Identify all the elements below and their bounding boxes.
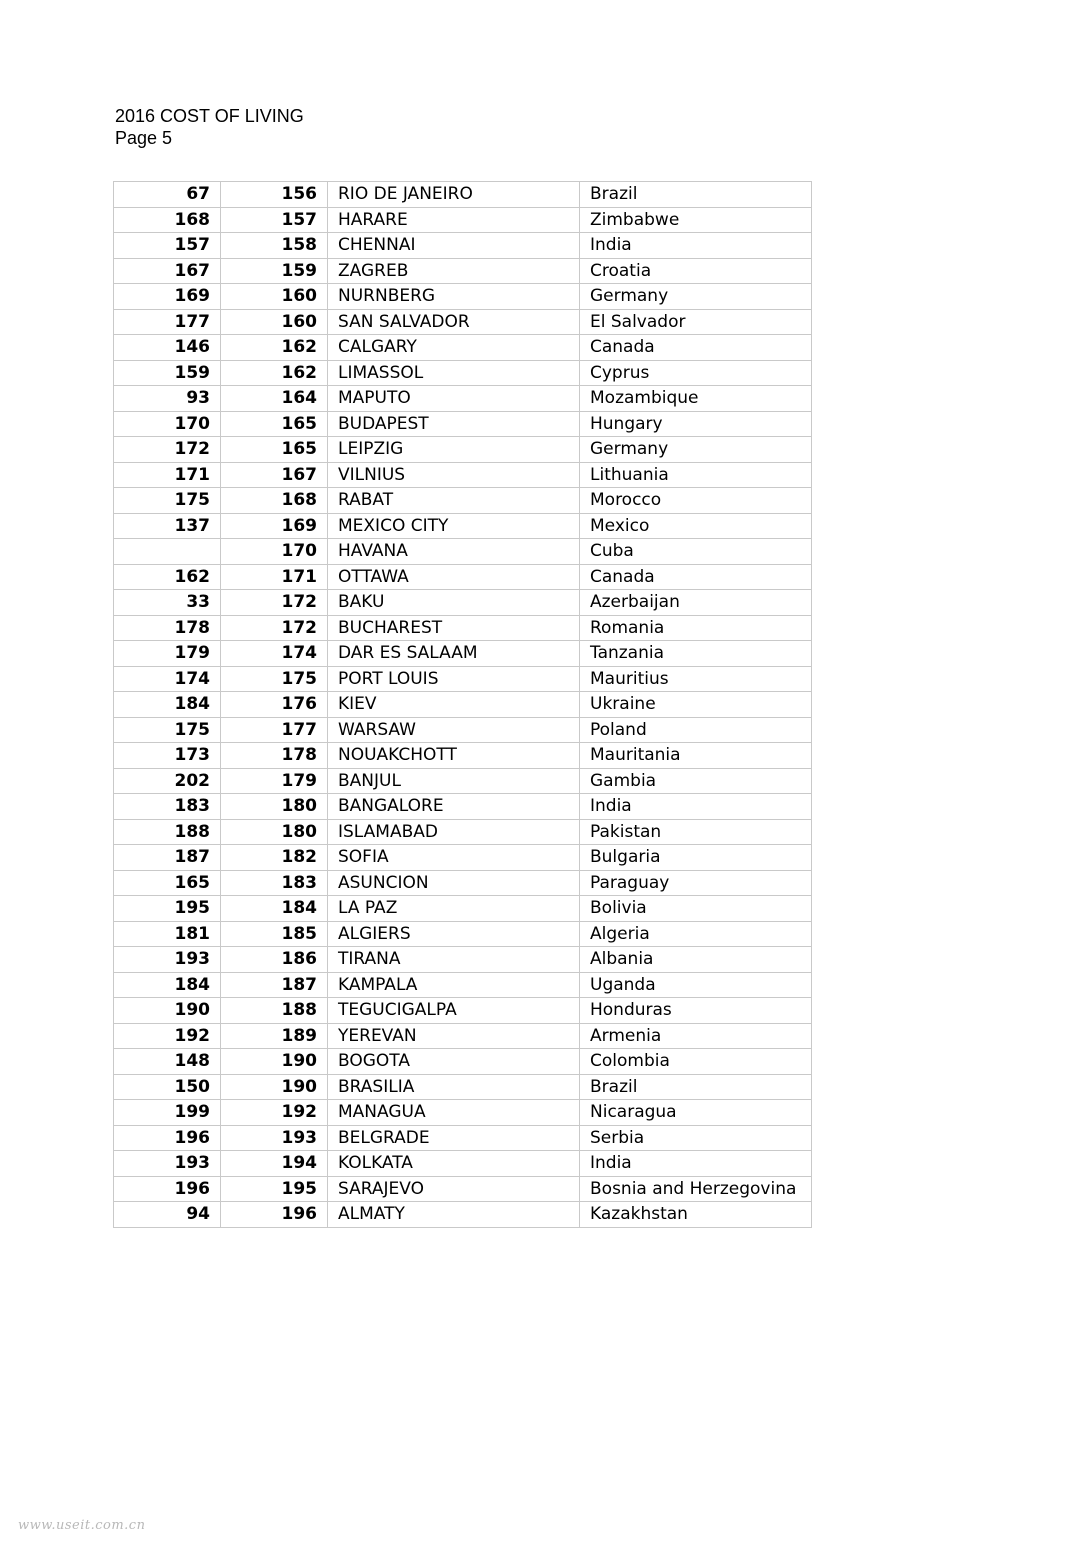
previous-rank-cell: 178 — [114, 615, 221, 641]
rank-cell: 160 — [221, 309, 328, 335]
previous-rank-cell: 172 — [114, 437, 221, 463]
previous-rank-cell: 167 — [114, 258, 221, 284]
rank-cell: 185 — [221, 921, 328, 947]
previous-rank-cell: 165 — [114, 870, 221, 896]
country-cell: Hungary — [580, 411, 812, 437]
city-cell: SOFIA — [328, 845, 580, 871]
city-cell: ASUNCION — [328, 870, 580, 896]
city-cell: TIRANA — [328, 947, 580, 973]
country-cell: Kazakhstan — [580, 1202, 812, 1228]
country-cell: Canada — [580, 335, 812, 361]
table-row — [114, 590, 812, 616]
table-row — [114, 411, 812, 437]
country-cell: Ukraine — [580, 692, 812, 718]
city-cell: SAN SALVADOR — [328, 309, 580, 335]
country-cell: India — [580, 794, 812, 820]
previous-rank-cell: 195 — [114, 896, 221, 922]
rank-cell: 171 — [221, 564, 328, 590]
previous-rank-cell: 168 — [114, 207, 221, 233]
city-cell: DAR ES SALAAM — [328, 641, 580, 667]
country-cell: Morocco — [580, 488, 812, 514]
city-cell: CALGARY — [328, 335, 580, 361]
country-cell: Nicaragua — [580, 1100, 812, 1126]
rank-cell: 175 — [221, 666, 328, 692]
previous-rank-cell: 170 — [114, 411, 221, 437]
city-cell: LA PAZ — [328, 896, 580, 922]
table-row — [114, 1074, 812, 1100]
city-cell: BAKU — [328, 590, 580, 616]
city-cell: SARAJEVO — [328, 1176, 580, 1202]
previous-rank-cell: 202 — [114, 768, 221, 794]
rank-cell: 188 — [221, 998, 328, 1024]
city-cell: HARARE — [328, 207, 580, 233]
country-cell: Croatia — [580, 258, 812, 284]
country-cell: Armenia — [580, 1023, 812, 1049]
table-row — [114, 284, 812, 310]
table-row — [114, 335, 812, 361]
previous-rank-cell: 162 — [114, 564, 221, 590]
previous-rank-cell: 175 — [114, 717, 221, 743]
previous-rank-cell: 146 — [114, 335, 221, 361]
city-cell: KAMPALA — [328, 972, 580, 998]
table-row — [114, 1125, 812, 1151]
previous-rank-cell: 199 — [114, 1100, 221, 1126]
city-cell: TEGUCIGALPA — [328, 998, 580, 1024]
rank-cell: 158 — [221, 233, 328, 259]
country-cell: Canada — [580, 564, 812, 590]
city-cell: KOLKATA — [328, 1151, 580, 1177]
previous-rank-cell: 175 — [114, 488, 221, 514]
country-cell: Paraguay — [580, 870, 812, 896]
table-row — [114, 998, 812, 1024]
country-cell: Azerbaijan — [580, 590, 812, 616]
country-cell: India — [580, 1151, 812, 1177]
previous-rank-cell: 188 — [114, 819, 221, 845]
city-cell: PORT LOUIS — [328, 666, 580, 692]
table-row — [114, 666, 812, 692]
city-cell: WARSAW — [328, 717, 580, 743]
city-cell: BOGOTA — [328, 1049, 580, 1075]
rank-cell: 180 — [221, 794, 328, 820]
rank-cell: 190 — [221, 1049, 328, 1075]
table-row — [114, 360, 812, 386]
table-row — [114, 309, 812, 335]
city-cell: NOUAKCHOTT — [328, 743, 580, 769]
table-row — [114, 615, 812, 641]
city-cell: LIMASSOL — [328, 360, 580, 386]
country-cell: Honduras — [580, 998, 812, 1024]
city-cell: MAPUTO — [328, 386, 580, 412]
previous-rank-cell: 177 — [114, 309, 221, 335]
rank-cell: 160 — [221, 284, 328, 310]
country-cell: Gambia — [580, 768, 812, 794]
city-cell: RIO DE JANEIRO — [328, 182, 580, 208]
city-cell: YEREVAN — [328, 1023, 580, 1049]
previous-rank-cell: 196 — [114, 1125, 221, 1151]
table-row — [114, 1202, 812, 1228]
table-row — [114, 768, 812, 794]
table-body — [114, 182, 812, 1228]
city-cell: BUCHAREST — [328, 615, 580, 641]
country-cell: Germany — [580, 437, 812, 463]
city-cell: OTTAWA — [328, 564, 580, 590]
table-row — [114, 743, 812, 769]
country-cell: Cuba — [580, 539, 812, 565]
rank-cell: 167 — [221, 462, 328, 488]
rank-cell: 187 — [221, 972, 328, 998]
document-header — [115, 105, 304, 149]
previous-rank-cell: 169 — [114, 284, 221, 310]
country-cell: Bosnia and Herzegovina — [580, 1176, 812, 1202]
rank-cell: 174 — [221, 641, 328, 667]
previous-rank-cell: 187 — [114, 845, 221, 871]
rank-cell: 194 — [221, 1151, 328, 1177]
rank-cell: 189 — [221, 1023, 328, 1049]
rank-cell: 182 — [221, 845, 328, 871]
country-cell: Zimbabwe — [580, 207, 812, 233]
country-cell: El Salvador — [580, 309, 812, 335]
rank-cell: 172 — [221, 590, 328, 616]
rank-cell: 193 — [221, 1125, 328, 1151]
previous-rank-cell: 190 — [114, 998, 221, 1024]
rank-cell: 186 — [221, 947, 328, 973]
country-cell: Cyprus — [580, 360, 812, 386]
table-row — [114, 437, 812, 463]
city-cell: ISLAMABAD — [328, 819, 580, 845]
country-cell: Mexico — [580, 513, 812, 539]
rank-cell: 196 — [221, 1202, 328, 1228]
country-cell: Brazil — [580, 182, 812, 208]
previous-rank-cell: 148 — [114, 1049, 221, 1075]
previous-rank-cell: 137 — [114, 513, 221, 539]
country-cell: Bulgaria — [580, 845, 812, 871]
country-cell: Pakistan — [580, 819, 812, 845]
table-row — [114, 896, 812, 922]
previous-rank-cell: 192 — [114, 1023, 221, 1049]
table-row — [114, 1100, 812, 1126]
country-cell: Lithuania — [580, 462, 812, 488]
previous-rank-cell: 159 — [114, 360, 221, 386]
city-cell: BRASILIA — [328, 1074, 580, 1100]
rank-cell: 169 — [221, 513, 328, 539]
city-cell: BUDAPEST — [328, 411, 580, 437]
rank-cell: 190 — [221, 1074, 328, 1100]
country-cell: Mozambique — [580, 386, 812, 412]
country-cell: Mauritius — [580, 666, 812, 692]
previous-rank-cell: 179 — [114, 641, 221, 667]
table-row — [114, 564, 812, 590]
table-row — [114, 386, 812, 412]
country-cell: India — [580, 233, 812, 259]
previous-rank-cell: 94 — [114, 1202, 221, 1228]
city-cell: MANAGUA — [328, 1100, 580, 1126]
city-cell: HAVANA — [328, 539, 580, 565]
rank-cell: 192 — [221, 1100, 328, 1126]
country-cell: Colombia — [580, 1049, 812, 1075]
rank-cell: 184 — [221, 896, 328, 922]
watermark-text: www.useit.com.cn — [18, 1518, 146, 1533]
previous-rank-cell: 183 — [114, 794, 221, 820]
rank-cell: 157 — [221, 207, 328, 233]
page-number: Page 5 — [115, 128, 173, 148]
country-cell: Albania — [580, 947, 812, 973]
table-row — [114, 692, 812, 718]
rank-cell: 165 — [221, 411, 328, 437]
table-row — [114, 641, 812, 667]
country-cell: Brazil — [580, 1074, 812, 1100]
country-cell: Mauritania — [580, 743, 812, 769]
table-row — [114, 794, 812, 820]
rank-cell: 159 — [221, 258, 328, 284]
rank-cell: 172 — [221, 615, 328, 641]
rank-cell: 178 — [221, 743, 328, 769]
city-cell: NURNBERG — [328, 284, 580, 310]
table-row — [114, 258, 812, 284]
city-cell: MEXICO CITY — [328, 513, 580, 539]
previous-rank-cell: 157 — [114, 233, 221, 259]
previous-rank-cell: 181 — [114, 921, 221, 947]
country-cell: Tanzania — [580, 641, 812, 667]
table-row — [114, 1151, 812, 1177]
rank-cell: 195 — [221, 1176, 328, 1202]
previous-rank-cell: 171 — [114, 462, 221, 488]
country-cell: Uganda — [580, 972, 812, 998]
city-cell: BANGALORE — [328, 794, 580, 820]
city-cell: ZAGREB — [328, 258, 580, 284]
previous-rank-cell: 184 — [114, 692, 221, 718]
previous-rank-cell: 33 — [114, 590, 221, 616]
previous-rank-cell: 193 — [114, 1151, 221, 1177]
previous-rank-cell: 93 — [114, 386, 221, 412]
table-row — [114, 1176, 812, 1202]
rank-cell: 183 — [221, 870, 328, 896]
country-cell: Bolivia — [580, 896, 812, 922]
cost-of-living-table — [113, 181, 812, 1228]
previous-rank-cell: 174 — [114, 666, 221, 692]
country-cell: Serbia — [580, 1125, 812, 1151]
country-cell: Poland — [580, 717, 812, 743]
city-cell: BANJUL — [328, 768, 580, 794]
city-cell: KIEV — [328, 692, 580, 718]
table-row — [114, 513, 812, 539]
table-row — [114, 1049, 812, 1075]
table-row — [114, 921, 812, 947]
table-row — [114, 717, 812, 743]
table-row — [114, 488, 812, 514]
previous-rank-cell: 67 — [114, 182, 221, 208]
rank-cell: 162 — [221, 335, 328, 361]
table-row — [114, 207, 812, 233]
previous-rank-cell: 196 — [114, 1176, 221, 1202]
previous-rank-cell: 193 — [114, 947, 221, 973]
rank-cell: 156 — [221, 182, 328, 208]
rank-cell: 162 — [221, 360, 328, 386]
previous-rank-cell — [114, 539, 221, 565]
table-row — [114, 182, 812, 208]
city-cell: ALGIERS — [328, 921, 580, 947]
city-cell: RABAT — [328, 488, 580, 514]
country-cell: Romania — [580, 615, 812, 641]
city-cell: ALMATY — [328, 1202, 580, 1228]
rank-cell: 180 — [221, 819, 328, 845]
table-row — [114, 972, 812, 998]
table-row — [114, 845, 812, 871]
rank-cell: 165 — [221, 437, 328, 463]
rank-cell: 176 — [221, 692, 328, 718]
previous-rank-cell: 150 — [114, 1074, 221, 1100]
rank-cell: 164 — [221, 386, 328, 412]
rank-cell: 170 — [221, 539, 328, 565]
table-row — [114, 233, 812, 259]
table-row — [114, 819, 812, 845]
table-row — [114, 1023, 812, 1049]
city-cell: BELGRADE — [328, 1125, 580, 1151]
table-row — [114, 539, 812, 565]
city-cell: VILNIUS — [328, 462, 580, 488]
rank-cell: 179 — [221, 768, 328, 794]
table-row — [114, 947, 812, 973]
previous-rank-cell: 184 — [114, 972, 221, 998]
rank-cell: 168 — [221, 488, 328, 514]
rank-cell: 177 — [221, 717, 328, 743]
document-title: 2016 COST OF LIVING — [115, 106, 304, 126]
city-cell: CHENNAI — [328, 233, 580, 259]
country-cell: Algeria — [580, 921, 812, 947]
table-row — [114, 870, 812, 896]
city-cell: LEIPZIG — [328, 437, 580, 463]
country-cell: Germany — [580, 284, 812, 310]
previous-rank-cell: 173 — [114, 743, 221, 769]
table-row — [114, 462, 812, 488]
